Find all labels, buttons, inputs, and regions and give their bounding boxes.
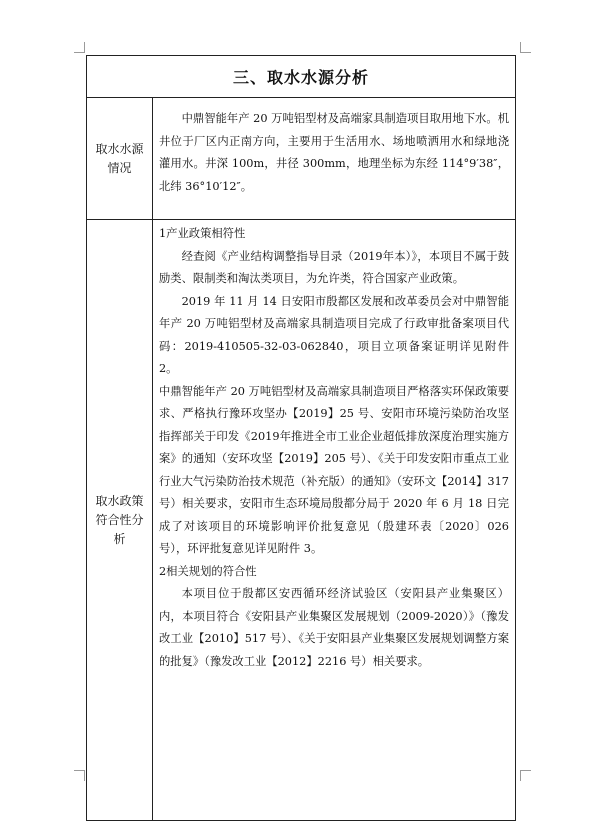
paragraph: 经查阅《产业结构调整指导目录（2019年本）》，本项目不属于鼓励类、限制类和淘汰类项目，为允许类，符合国家产业政策。	[159, 249, 509, 285]
table-row-water-source	[87, 98, 515, 220]
crop-mark-top-right	[520, 42, 531, 53]
crop-mark-bottom-left	[74, 770, 85, 781]
row-label-water-source: 取水水源情况	[87, 98, 153, 219]
row-label-policy-compliance: 取水政策符合性分析	[87, 220, 153, 820]
paragraph: 2019 年 11 月 14 日安阳市殷都区发展和改革委员会对中鼎智能年产 20 万吨铝型材及高端家具制造项目完成了行政审批备案项目代码：2019-410505-32-03-062840，项目立项备案证明详见附件 2。	[159, 294, 509, 375]
crop-mark-bottom-right	[520, 770, 531, 781]
paragraph: 中鼎智能年产 20 万吨铝型材及高端家具制造项目取用地下水。机井位于厂区内正南方向，主要用于生活用水、场地喷洒用水和绿地浇灌用水。井深 100m，井径 300mm，地理坐标为东经 114°9′38″，北纬 36°10′12″。	[159, 112, 509, 193]
section-title: 三、取水水源分析	[87, 56, 515, 98]
subheading-industrial-policy: 1产业政策相符性	[159, 227, 246, 240]
row-content-water-source	[153, 98, 515, 219]
crop-mark-top-left	[74, 42, 85, 53]
paragraph: 中鼎智能年产 20 万吨铝型材及高端家具制造项目严格落实环保政策要求、严格执行豫环攻坚办【2019】25 号、安阳市环境污染防治攻坚指挥部关于印发《2019年推进全市工业企业超低排放深度治理实施方案》的通知（安环攻坚【2019】205 号）、《关于印发安阳市重点工业行业大气污染防治技术规范（补充版）的通知》（安环文【2014】317 号）相关要求，安阳市生态环境局殷都分局于 2020 年 6 月 18 日完成了对该项目的环境影响评价批复意见（殷建环表〔2020〕026 号），环评批复意见详见附件 3。	[159, 384, 509, 555]
table-row-policy-compliance	[87, 220, 515, 820]
water-source-table	[86, 55, 516, 821]
row-content-policy-compliance	[153, 220, 515, 820]
subheading-planning-compliance: 2相关规划的符合性	[159, 564, 257, 578]
paragraph: 本项目位于殷都区安西循环经济试验区（安阳县产业集聚区）内，本项目符合《安阳县产业集聚区发展规划（2009-2020）》（豫发改工业【2010】517 号）、《关于安阳县产业集聚区发展规划调整方案的批复》（豫发改工业【2012】2216 号）相关要求。	[159, 587, 509, 668]
